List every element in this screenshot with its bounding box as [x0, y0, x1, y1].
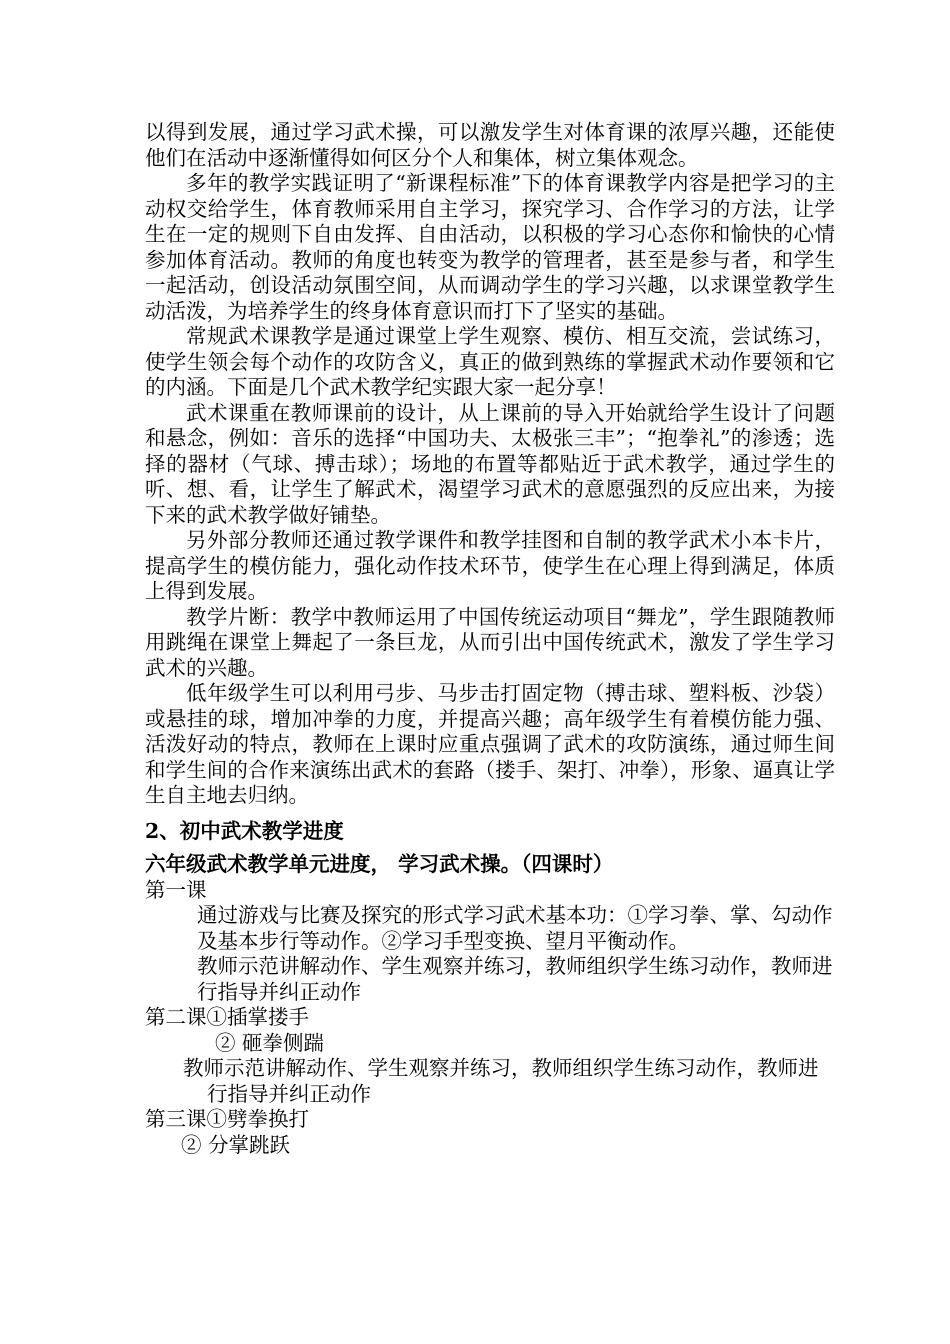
- lesson1-content: 通过游戏与比赛及探究的形式学习武术基本功：①学习拳、掌、勾动作及基本步行等动作。②学习手型变换、望月平衡动作。: [197, 903, 833, 953]
- paragraph-intro-continuation: 以得到发展，通过学习武术操，可以激发学生对体育课的浓厚兴趣，还能使他们在活动中逐渐懂得如何区分个人和集体，树立集体观念。: [145, 120, 835, 170]
- paragraph-courseware: 另外部分教师还通过教学课件和教学挂图和自制的教学武术小本卡片，提高学生的模仿能力，强化动作技术环节，使学生在心理上得到满足，体质上得到发展。: [145, 528, 835, 603]
- unit-heading: 六年级武术教学单元进度， 学习武术操。（四课时）: [145, 852, 614, 876]
- paragraph-regular-wushu: 常规武术课教学是通过课堂上学生观察、模仿、相互交流，尝试练习，使学生领会每个动作的攻防含义，真正的做到熟练的掌握武术动作要领和它的内涵。下面是几个武术教学纪实跟大家一起分享！: [145, 324, 835, 399]
- lesson3-item2: ② 分掌跳跃: [181, 1132, 291, 1157]
- paragraph-grade-levels: 低年级学生可以利用弓步、马步击打固定物（搏击球、塑料板、沙袋）或悬挂的球，增加冲拳的力度，并提高兴趣；高年级学生有着模仿能力强、活泼好动的特点，教师在上课时应重点强调了武术的攻防演练，通过师生间和学生间的合作来演练出武术的套路（搂手、架打、冲拳），形象、逼真让学生自主地去归纳。: [145, 681, 835, 807]
- lesson1-teaching: 教师示范讲解动作、学生观察并练习，教师组织学生练习动作，教师进行指导并纠正动作: [197, 954, 833, 1004]
- lesson2-label: 第二课①插掌搂手: [145, 1005, 309, 1029]
- lesson2-item2: ② 砸拳侧踹: [215, 1030, 325, 1055]
- paragraph-lesson-design: 武术课重在教师课前的设计，从上课前的导入开始就给学生设计了问题和悬念，例如：音乐的选择“中国功夫、太极张三丰”；“抱拳礼”的渗透；选择的器材（气球、搏击球）；场地的布置等都贴近于武术教学，通过学生的听、想、看，让学生了解武术，渴望学习武术的意愿强烈的反应出来，为接下来的武术教学做好铺垫。: [145, 400, 835, 527]
- lesson2-teaching: 教师示范讲解动作、学生观察并练习，教师组织学生练习动作，教师进行指导并纠正动作: [183, 1056, 819, 1106]
- paragraph-teaching-practice: 多年的教学实践证明了“新课程标准”下的体育课教学内容是把学习的主动权交给学生，体育教师采用自主学习，探究学习、合作学习的方法，让学生在一定的规则下自由发挥、自由活动，以积极的学习心态你和愉快的心情参加体育活动。教师的角度也转变为教学的管理者，甚至是参与者，和学生一起活动，创设活动氛围空间，从而调动学生的学习兴趣，以求课堂教学生动活泼，为培养学生的终身体育意识而打下了坚实的基础。: [145, 171, 835, 323]
- lesson3-label: 第三课①劈拳换打: [145, 1107, 309, 1131]
- lesson1-label: 第一课: [145, 877, 207, 902]
- document-page: [145, 120, 835, 1158]
- section-heading: 2、初中武术教学进度: [145, 818, 344, 843]
- paragraph-teaching-fragment: 教学片断：教学中教师运用了中国传统运动项目“舞龙”，学生跟随教师用跳绳在课堂上舞起了一条巨龙，从而引出中国传统武术，激发了学生学习武术的兴趣。: [145, 604, 835, 680]
